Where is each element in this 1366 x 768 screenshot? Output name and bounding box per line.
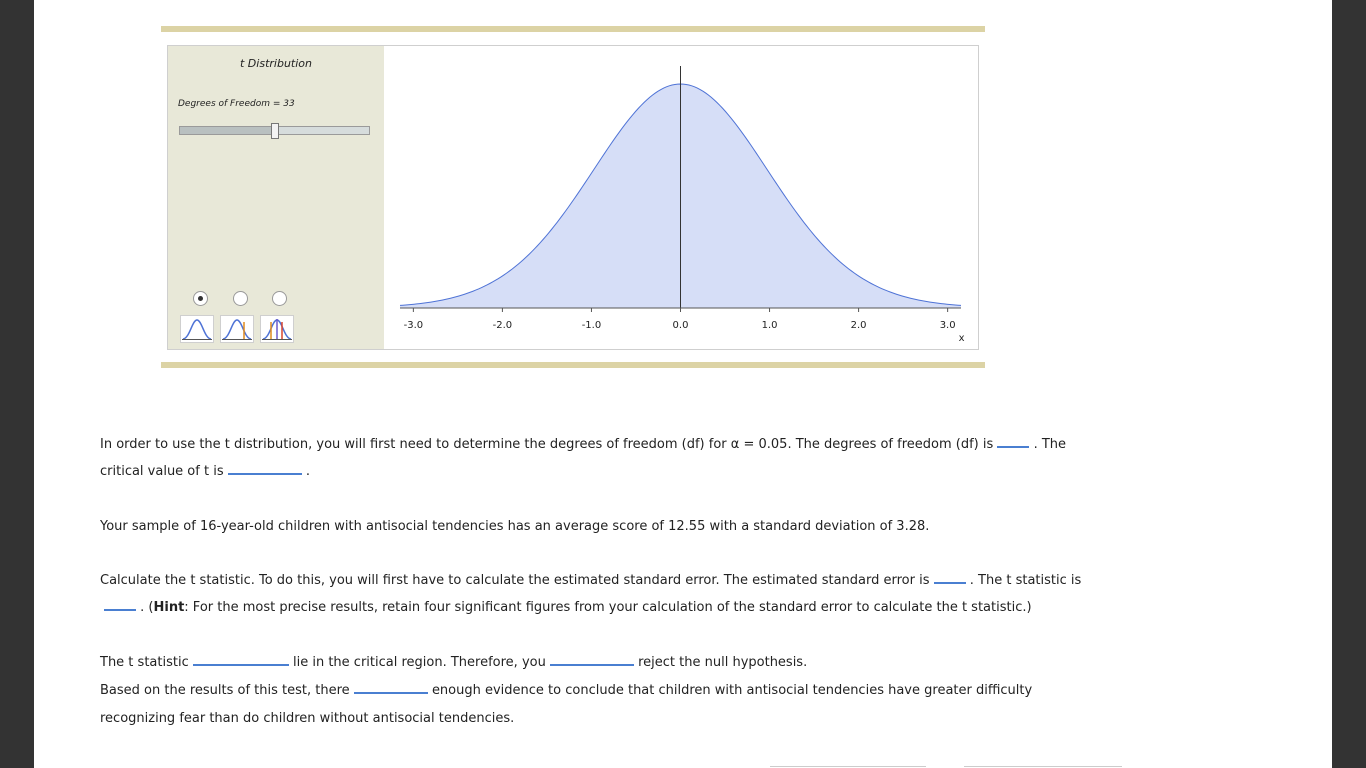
t-distribution-widget — [167, 45, 979, 350]
critical-region-dropdown[interactable] — [193, 650, 289, 666]
radio-selected-dot — [198, 296, 203, 301]
q1-text-d: . — [305, 464, 311, 479]
one-tail-curve-icon[interactable] — [220, 315, 254, 343]
q3-text-d: : For the most precise results, retain four significant figures from your calculation of the standard error to calculate the t statistic.) — [184, 600, 1032, 615]
x-tick-label: -3.0 — [403, 320, 424, 331]
top-divider — [161, 26, 985, 32]
q1-text-b: . The — [1033, 437, 1067, 452]
control-panel — [168, 46, 384, 349]
standard-error-answer-blank[interactable] — [934, 568, 966, 584]
bottom-divider — [161, 362, 985, 368]
widget-title: t Distribution — [240, 57, 312, 70]
question-degrees-of-freedom — [100, 431, 1210, 485]
q3-text-a: Calculate the t statistic. To do this, you will first have to calculate the estimated standard error. The estimated standard error is — [100, 573, 930, 588]
radio-two-tail[interactable] — [272, 291, 287, 306]
question-t-statistic — [100, 567, 1210, 621]
q4-text-d: Based on the results of this test, there — [100, 683, 350, 698]
radio-plain-curve[interactable] — [193, 291, 208, 306]
x-tick-label: 2.0 — [850, 320, 867, 331]
q4-text-b: lie in the critical region. Therefore, you — [293, 655, 546, 670]
hint-label: Hint — [153, 600, 185, 615]
sample-description: Your sample of 16-year-old children with antisocial tendencies has an average score of 12.55 with a standard deviation of 3.28. — [100, 519, 930, 534]
q4-text-f: recognizing fear than do children without antisocial tendencies. — [100, 711, 515, 726]
x-axis-label: x — [958, 333, 965, 344]
q3-text-b: . The t statistic is — [969, 573, 1082, 588]
two-tail-curve-icon[interactable] — [260, 315, 294, 343]
q1-text-c: critical value of t is — [100, 464, 224, 479]
x-tick-label: 1.0 — [761, 320, 778, 331]
content-page — [34, 0, 1332, 768]
footer-button-edge-2[interactable] — [964, 766, 1122, 767]
t-statistic-answer-blank[interactable] — [104, 595, 136, 611]
critical-t-answer-blank[interactable] — [228, 459, 302, 475]
dof-slider-thumb[interactable] — [271, 123, 279, 139]
q4-text-c: reject the null hypothesis. — [638, 655, 808, 670]
evidence-dropdown[interactable] — [354, 678, 428, 694]
x-tick-label: 3.0 — [939, 320, 956, 331]
q3-text-c: . ( — [140, 600, 154, 615]
dof-slider-fill — [180, 127, 276, 134]
x-tick-label: -2.0 — [492, 320, 513, 331]
x-tick-label: 0.0 — [672, 320, 689, 331]
df-answer-blank[interactable] — [997, 432, 1029, 448]
q4-text-e: enough evidence to conclude that children with antisocial tendencies have greater difficulty — [431, 683, 1033, 698]
q1-text-a: In order to use the t distribution, you will first need to determine the degrees of freedom (df) for α = 0.05. The degrees of freedom (df) is — [100, 437, 994, 452]
x-tick-label: -1.0 — [581, 320, 602, 331]
t-curve-chart — [384, 46, 978, 349]
q4-text-a: The t statistic — [100, 655, 189, 670]
radio-one-tail[interactable] — [233, 291, 248, 306]
footer-button-edge-1[interactable] — [770, 766, 926, 767]
question-conclusion — [100, 649, 1210, 733]
reject-null-dropdown[interactable] — [550, 650, 634, 666]
x-axis-ticks — [404, 308, 956, 331]
distribution-plot — [384, 46, 978, 349]
plain-curve-icon[interactable] — [180, 315, 214, 343]
degrees-of-freedom-label: Degrees of Freedom = 33 — [178, 99, 295, 109]
